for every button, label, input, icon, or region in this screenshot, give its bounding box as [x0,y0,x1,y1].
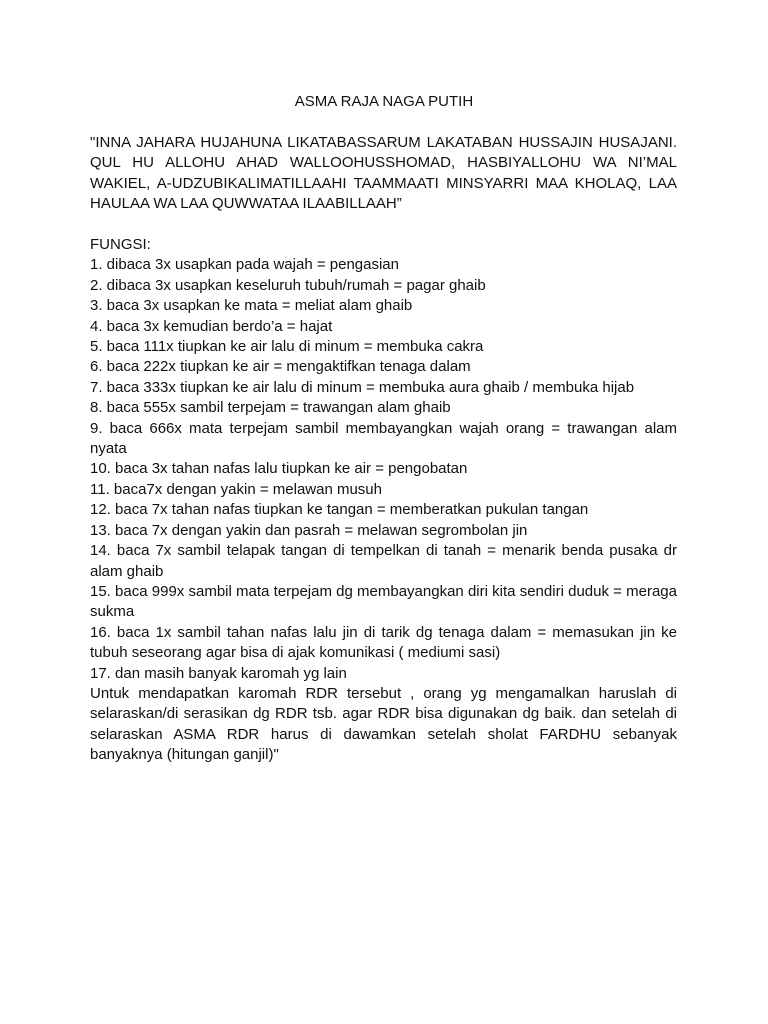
list-item: 6. baca 222x tiupkan ke air = mengaktifkan tenaga dalam [90,358,471,376]
closing-paragraph: Untuk mendapatkan karomah RDR tersebut , orang yg mengamalkan haruslah di selaraskan/di serasikan dg RDR tsb. agar RDR bisa digunakan dg baik. dan setelah di selaraskan ASMA RDR harus di dawamkan setelah sholat FARDHU sebanyak banyaknya (hitungan ganjil)" [90,684,677,764]
list-item: 7. baca 333x tiupkan ke air lalu di minum = membuka aura ghaib / membuka hijab [90,378,635,396]
list-item: 15. baca 999x sambil mata terpejam dg membayangkan diri kita sendiri duduk = meraga sukma [90,582,677,621]
fungsi-heading: FUNGSI: [90,236,151,253]
list-item: 11. baca7x dengan yakin = melawan musuh [90,480,382,498]
list-item: 5. baca 111x tiupkan ke air lalu di minum = membuka cakra [90,338,484,356]
list-item: 3. baca 3x usapkan ke mata = meliat alam ghaib [90,297,413,315]
list-item: 13. baca 7x dengan yakin dan pasrah = melawan segrombolan jin [90,521,528,539]
list-item: 14. baca 7x sambil telapak tangan di tempelkan di tanah = menarik benda pusaka dr alam ghaib [90,542,677,580]
intro-paragraph: "INNA JAHARA HUJAHUNA LIKATABASSARUM LAKATABAN HUSSAJIN HUSAJANI. QUL HU ALLOHU AHAD WALLOOHUSSHOMAD, HASBIYALLOHU WA NI’MAL WAKIEL, A-UDZUBIKALIMATILLAAHI TAAMMAATI MINSYARRI MAA KHOLAQ, LAA HAULAA WA LAA QUWWATAA ILAABILLAAH” [90,134,677,213]
list-item: 10. baca 3x tahan nafas lalu tiupkan ke air = pengobatan [90,460,468,478]
list-item: 17. dan masih banyak karomah yg lain [90,664,347,682]
document-title: ASMA RAJA NAGA PUTIH [294,93,474,110]
list-item: 12. baca 7x tahan nafas tiupkan ke tangan = memberatkan pukulan tangan [90,501,589,519]
list-item: 16. baca 1x sambil tahan nafas lalu jin di tarik dg tenaga dalam = memasukan jin ke tubuh seseorang agar bisa di ajak komunikasi ( mediumi sasi) [90,623,677,662]
list-item: 4. baca 3x kemudian berdo’a = hajat [90,317,333,335]
list-item: 2. dibaca 3x usapkan keseluruh tubuh/rumah = pagar ghaib [90,276,486,294]
list-item: 1. dibaca 3x usapkan pada wajah = pengasian [90,256,399,274]
document-content [90,235,677,766]
list-item: 8. baca 555x sambil terpejam = trawangan alam ghaib [90,399,451,417]
list-item: 9. baca 666x mata terpejam sambil membayangkan wajah orang = trawangan alam nyata [90,419,677,458]
